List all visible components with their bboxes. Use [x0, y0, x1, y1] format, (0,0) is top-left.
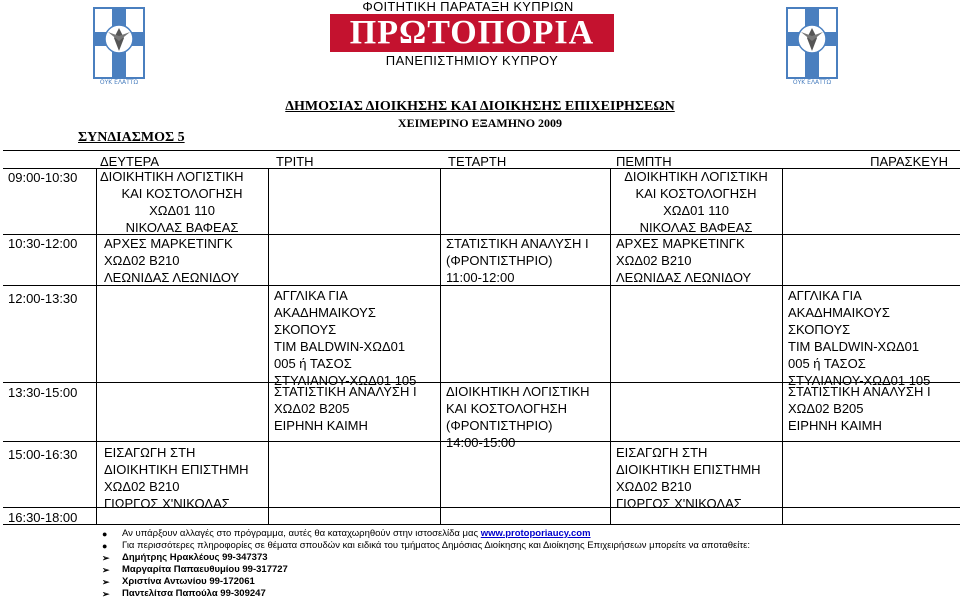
arrow-bullet-icon: ➢: [102, 589, 110, 599]
group-label: ΣΥΝΔΙΑΣΜΟΣ 5: [78, 130, 185, 145]
class-cell-wednesday-1030: ΣΤΑΤΙΣΤΙΚΗ ΑΝΑΛΥΣΗ Ι (ΦΡΟΝΤΙΣΤΗΡΙΟ) 11:00-12:00: [446, 236, 589, 285]
class-cell-thursday-1500: ΕΙΣΑΓΩΓΗ ΣΤΗ ΔΙΟΙΚΗΤΙΚΗ ΕΠΙΣΤΗΜΗ ΧΩΔ02 Β210 ΓΙΩΡΓΟΣ Χ'ΝΙΚΟΛΑΣ: [616, 445, 761, 511]
masthead-sub-line: ΠΑΝΕΠΙΣΤΗΜΙΟΥ ΚΥΠΡΟΥ: [385, 53, 559, 68]
time-slot: 09:00-10:30: [8, 170, 78, 185]
class-cell-thursday-0900: ΔΙΟΙΚΗΤΙΚΗ ΛΟΓΙΣΤΙΚΗ ΚΑΙ ΚΟΣΤΟΛΟΓΗΣΗ ΧΩΔ01 110 ΝΙΚΟΛΑΣ ΒΑΦΕΑΣ: [624, 169, 768, 235]
table-bottom-border: [3, 524, 960, 525]
contact-item: ➢ Δημήτρης Ηρακλέους 99-347373: [102, 552, 268, 563]
website-link[interactable]: www.protoporiaucy.com: [480, 528, 591, 539]
class-cell-tuesday-1330: ΣΤΑΤΙΣΤΙΚΗ ΑΝΑΛΥΣΗ Ι ΧΩΔ02 Β205 ΕΙΡΗΝΗ ΚΑΙΜΗ: [274, 384, 417, 433]
svg-text:ΟΥΚ ΕΛΑΤΤΩ: ΟΥΚ ΕΛΑΤΤΩ: [99, 79, 139, 86]
faction-logo-right: [773, 6, 851, 86]
bullet-icon: ●: [102, 541, 108, 551]
class-cell-tuesday-1200: ΑΓΓΛΙΚΑ ΓΙΑ ΑΚΑΔΗΜΑΙΚΟΥΣ ΣΚΟΠΟΥΣ TIM BALDWIN-ΧΩΔ01 005 ή ΤΑΣΟΣ ΣΤΥΛΙΑΝΟΥ-ΧΩΔ01 105: [274, 288, 417, 388]
contact-item: ➢ Παντελίτσα Παπούλα 99-309247: [102, 588, 266, 599]
time-slot: 10:30-12:00: [8, 236, 78, 251]
contact-item: ➢ Χριστίνα Αντωνίου 99-172061: [102, 576, 255, 587]
page-title: ΔΗΜΟΣΙΑΣ ΔΙΟΙΚΗΣΗΣ ΚΑΙ ΔΙΟΙΚΗΣΗΣ ΕΠΙΧΕΙΡΗΣΕΩΝ: [285, 99, 675, 114]
class-cell-monday-1500: ΕΙΣΑΓΩΓΗ ΣΤΗ ΔΙΟΙΚΗΤΙΚΗ ΕΠΙΣΤΗΜΗ ΧΩΔ02 Β210 ΓΙΩΡΓΟΣ Χ'ΝΙΚΟΛΑΣ: [104, 445, 249, 511]
time-slot: 16:30-18:00: [8, 510, 78, 525]
class-cell-monday-0900: ΔΙΟΙΚΗΤΙΚΗ ΛΟΓΙΣΤΙΚΗ ΚΑΙ ΚΟΣΤΟΛΟΓΗΣΗ ΧΩΔ01 110 ΝΙΚΟΛΑΣ ΒΑΦΕΑΣ: [100, 169, 244, 235]
svg-text:ΟΥΚ ΕΛΑΤΤΩ: ΟΥΚ ΕΛΑΤΤΩ: [792, 79, 832, 86]
time-slot: 13:30-15:00: [8, 385, 78, 400]
day-header-thursday: ΠΕΜΠΤΗ: [616, 154, 672, 169]
day-header-monday: ΔΕΥΤΕΡΑ: [100, 154, 160, 169]
day-header-tuesday: ΤΡΙΤΗ: [276, 154, 314, 169]
arrow-bullet-icon: ➢: [102, 565, 110, 575]
table-top-border: [3, 150, 960, 151]
class-cell-monday-1030: ΑΡΧΕΣ ΜΑΡΚΕΤΙΝΓΚ ΧΩΔ02 Β210 ΛΕΩΝΙΔΑΣ ΛΕΩΝΙΔΟΥ: [104, 236, 240, 285]
list-item: ● Αν υπάρξουν αλλαγές στο πρόγραμμα, αυτές θα καταχωρηθούν στην ιστοσελίδα μας www.protoporiaucy.com: [102, 528, 591, 539]
time-slot: 12:00-13:30: [8, 291, 78, 306]
day-header-friday: ΠΑΡΑΣΚΕΥΗ: [870, 154, 948, 169]
class-cell-thursday-1030: ΑΡΧΕΣ ΜΑΡΚΕΤΙΝΓΚ ΧΩΔ02 Β210 ΛΕΩΝΙΔΑΣ ΛΕΩΝΙΔΟΥ: [616, 236, 752, 285]
masthead-brand: ΠΡΩΤΟΠΟΡΙΑ: [330, 14, 614, 52]
column-divider: [440, 168, 441, 524]
column-divider: [782, 168, 783, 524]
class-cell-wednesday-1330: ΔΙΟΙΚΗΤΙΚΗ ΛΟΓΙΣΤΙΚΗ ΚΑΙ ΚΟΣΤΟΛΟΓΗΣΗ (ΦΡΟΝΤΙΣΤΗΡΙΟ) 14:00-15:00: [446, 384, 590, 450]
faction-logo-left: [80, 6, 158, 86]
bullet-icon: ●: [102, 529, 108, 539]
class-cell-friday-1200: ΑΓΓΛΙΚΑ ΓΙΑ ΑΚΑΔΗΜΑΙΚΟΥΣ ΣΚΟΠΟΥΣ TIM BALDWIN-ΧΩΔ01 005 ή ΤΑΣΟΣ ΣΤΥΛΙΑΝΟΥ-ΧΩΔ01 105: [788, 288, 931, 388]
day-header-wednesday: ΤΕΤΑΡΤΗ: [448, 154, 507, 169]
arrow-bullet-icon: ➢: [102, 577, 110, 587]
list-item: ● Για περισσότερες πληροφορίες σε θέματα σπουδών και ειδικά του τμήματος Δημόσιας Διοίκησης και Διοίκησης Επιχειρήσεων μπορείτε να αποταθείτε:: [102, 540, 750, 551]
arrow-bullet-icon: ➢: [102, 553, 110, 563]
notes-section: [100, 528, 750, 600]
masthead-top-line: ΦΟΙΤΗΤΙΚΗ ΠΑΡΑΤΑΞΗ ΚΥΠΡΙΩΝ: [362, 0, 574, 14]
column-divider: [268, 168, 269, 524]
contact-item: ➢ Μαργαρίτα Παπαευθυμίου 99-317727: [102, 564, 288, 575]
class-cell-friday-1330: ΣΤΑΤΙΣΤΙΚΗ ΑΝΑΛΥΣΗ Ι ΧΩΔ02 Β205 ΕΙΡΗΝΗ ΚΑΙΜΗ: [788, 384, 931, 433]
semester-label: ΧΕΙΜΕΡΙΝΟ ΕΞΑΜΗΝΟ 2009: [397, 116, 563, 130]
time-slot: 15:00-16:30: [8, 447, 78, 462]
